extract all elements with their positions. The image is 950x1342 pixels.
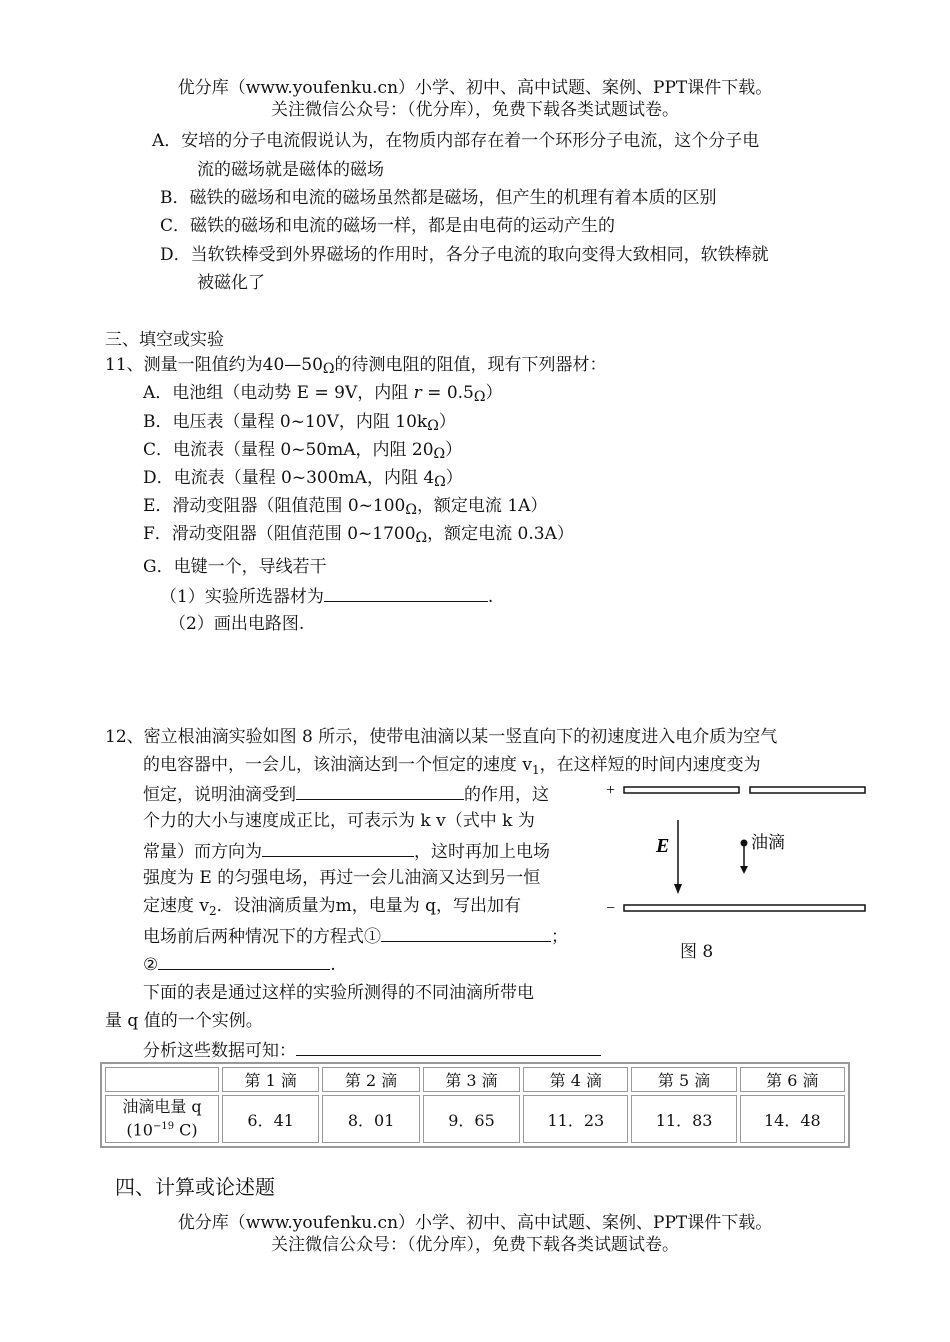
figure-8-capacitor-diagram (600, 780, 870, 920)
q12-line-11: 量 q 值的一个实例。 (105, 1011, 263, 1031)
q10-option-d-line1: D．当软铁棒受到外界磁场的作用时，各分子电流的取向变得大致相同，软铁棒就 (160, 245, 769, 265)
q12-line-7-rest: ．设油滴质量为m，电量为 q，写出加有 (216, 896, 522, 916)
q11-answer-blank-1[interactable] (324, 583, 488, 602)
table-header-cell: 第 5 滴 (631, 1067, 736, 1092)
q12-line-3-rest: 的作用，这 (464, 785, 549, 805)
q12-line-7-text: 定速度 v (143, 896, 210, 916)
q12-line-12 (143, 1037, 601, 1063)
table-header-cell: 第 6 滴 (740, 1067, 845, 1092)
bottom-plate (624, 905, 865, 911)
v2-subscript: 2 (209, 904, 217, 918)
q12-line-3-text: 恒定，说明油滴受到 (143, 785, 296, 805)
table-header-cell (105, 1067, 219, 1092)
q10-option-a-line2: 流的磁场就是磁体的磁场 (197, 160, 384, 180)
q11-option-b-close: ） (438, 412, 456, 432)
q11-option-d-text: D．电流表（量程 0~300mA，内阻 4 (143, 468, 435, 488)
q12-line-7 (143, 894, 521, 923)
q11-option-a-value: = 0.5 (421, 383, 474, 403)
top-plate-left (624, 787, 739, 793)
q12-line-8-text: 电场前后两种情况下的方程式① (143, 927, 381, 947)
q12-line-9 (143, 951, 336, 977)
e-field-label: E (656, 835, 670, 857)
row-label-unit: C) (174, 1120, 198, 1140)
top-plate-right (750, 787, 865, 793)
q11-option-a-close: ） (485, 383, 503, 403)
q12-line-2-rest: ，在这样短的时间内速度变为 (539, 755, 761, 775)
q11-option-g: G．电键一个，导线若干 (143, 557, 327, 577)
q11-option-d-close: ） (445, 468, 463, 488)
q11-sub-1-text: （1）实验所选器材为 (160, 587, 324, 607)
q11-option-e (143, 494, 547, 522)
table-row (105, 1095, 845, 1143)
header-line-2: 关注微信公众号：（优分库），免费下载各类试题试卷。 (271, 100, 679, 120)
q11-option-a-r: r (413, 383, 422, 403)
table-cell: 11．83 (631, 1095, 736, 1143)
row-label-exponent: −19 (152, 1121, 175, 1133)
table-header-row (105, 1067, 845, 1092)
q12-line-9-rest: . (330, 955, 336, 975)
footer-line-2: 关注微信公众号：（优分库），免费下载各类试题试卷。 (271, 1235, 679, 1255)
oil-drop-charge-table (100, 1062, 850, 1148)
q12-line-12-text: 分析这些数据可知： (143, 1041, 296, 1061)
q11-sub-1-end: . (487, 587, 494, 607)
q12-line-5-text: 常量）而方向为 (143, 842, 262, 862)
q11-stem (105, 353, 607, 381)
section-4-title: 四、计算或论述题 (115, 1175, 275, 1199)
oil-drop (741, 840, 748, 847)
q11-option-e-rest: ，额定电流 1A） (416, 496, 548, 516)
q12-line-9-text: ② (143, 955, 159, 975)
row-label-line-1: 油滴电量 q (122, 1097, 202, 1117)
q12-line-5 (143, 838, 550, 864)
footer-line-1: 优分库（www.youfenku.cn）小学、初中、高中试题、案例、PPT课件下载。 (177, 1213, 773, 1233)
row-label-cell (105, 1095, 219, 1143)
ohm-symbol: Ω (405, 502, 417, 518)
q11-stem-text-a: 11、测量一阻值约为40—50 (105, 355, 323, 375)
ohm-symbol: Ω (415, 530, 428, 546)
q12-line-8 (143, 923, 568, 949)
ohm-symbol: Ω (322, 361, 335, 377)
q12-answer-blank-equation-2[interactable] (158, 951, 330, 970)
q11-option-b-text: B．电压表（量程 0~10V，内阻 10k (143, 412, 428, 432)
q12-line-5-rest: ，这时再加上电场 (414, 842, 550, 862)
q12-line-10: 下面的表是通过这样的实验所测得的不同油滴所带电 (143, 983, 534, 1003)
q10-option-b: B．磁铁的磁场和电流的磁场虽然都是磁场，但产生的机理有着本质的区别 (160, 188, 717, 208)
table-header-cell: 第 2 滴 (322, 1067, 419, 1092)
q12-answer-blank-force[interactable] (296, 781, 464, 800)
q11-option-c (143, 438, 462, 466)
row-label-line-2 (106, 1117, 218, 1140)
q12-line-3 (143, 781, 549, 807)
q12-answer-blank-analysis[interactable] (296, 1037, 601, 1056)
q11-option-f-text: F．滑动变阻器（阻值范围 0~1700 (143, 524, 416, 544)
table-header-cell: 第 4 滴 (523, 1067, 628, 1092)
q11-option-c-close: ） (445, 440, 463, 460)
q10-option-d-line2: 被磁化了 (197, 273, 265, 293)
drop-velocity-arrow (740, 866, 748, 874)
table-cell: 6．41 (222, 1095, 319, 1143)
q11-option-c-text: C．电流表（量程 0~50mA，内阻 20 (143, 440, 434, 460)
q11-sub-1 (160, 583, 493, 609)
q12-answer-blank-direction[interactable] (262, 838, 414, 857)
q11-option-d (143, 466, 463, 494)
figure-8-caption: 图 8 (680, 942, 714, 962)
oil-drop-label: 油滴 (751, 833, 785, 853)
table-cell: 11．23 (523, 1095, 628, 1143)
ohm-symbol: Ω (427, 418, 439, 434)
q10-option-a-line1: A．安培的分子电流假说认为，在物质内部存在着一个环形分子电流，这个分子电 (152, 131, 760, 151)
section-3-title: 三、填空或实验 (105, 330, 224, 350)
q11-option-f (143, 522, 574, 550)
q12-line-4: 个力的大小与速度成正比，可表示为 k v（式中 k 为 (143, 811, 535, 831)
table-cell: 9．65 (423, 1095, 520, 1143)
minus-sign: − (606, 900, 616, 917)
table-header-cell: 第 1 滴 (222, 1067, 319, 1092)
q12-line-2-text: 的电容器中，一会儿，该油滴达到一个恒定的速度 v (143, 755, 533, 775)
header-line-1: 优分库（www.youfenku.cn）小学、初中、高中试题、案例、PPT课件下载。 (177, 78, 773, 98)
q11-sub-2: （2）画出电路图. (169, 614, 305, 634)
q12-line-1: 12、密立根油滴实验如图 8 所示，使带电油滴以某一竖直向下的初速度进入电介质为空气 (105, 727, 778, 747)
ohm-symbol: Ω (434, 474, 446, 490)
q10-option-c: C．磁铁的磁场和电流的磁场一样，都是由电荷的运动产生的 (160, 216, 616, 236)
ohm-symbol: Ω (433, 446, 446, 462)
v1-subscript: 1 (532, 763, 540, 777)
field-arrow-head (674, 884, 682, 894)
row-label-unit-base: (10 (126, 1120, 153, 1140)
q11-option-a-text: A．电池组（电动势 E = 9V，内阻 (143, 383, 414, 403)
q11-option-b (143, 410, 456, 438)
q12-line-2 (143, 753, 761, 782)
table-cell: 8．01 (322, 1095, 419, 1143)
q12-line-8-rest: ； (551, 927, 568, 947)
q12-line-6: 强度为 E 的匀强电场，再过一会儿油滴又达到另一恒 (143, 868, 541, 888)
q11-option-f-rest: ，额定电流 0.3A） (427, 524, 574, 544)
q11-stem-text-b: 的待测电阻的阻值，现有下列器材： (334, 355, 607, 375)
q12-answer-blank-equation-1[interactable] (381, 923, 551, 942)
table-header-cell: 第 3 滴 (423, 1067, 520, 1092)
q11-option-a (143, 381, 502, 409)
table-cell: 14．48 (740, 1095, 845, 1143)
plus-sign: + (606, 782, 616, 799)
ohm-symbol: Ω (473, 389, 486, 405)
q11-option-e-text: E．滑动变阻器（阻值范围 0~100 (143, 496, 406, 516)
